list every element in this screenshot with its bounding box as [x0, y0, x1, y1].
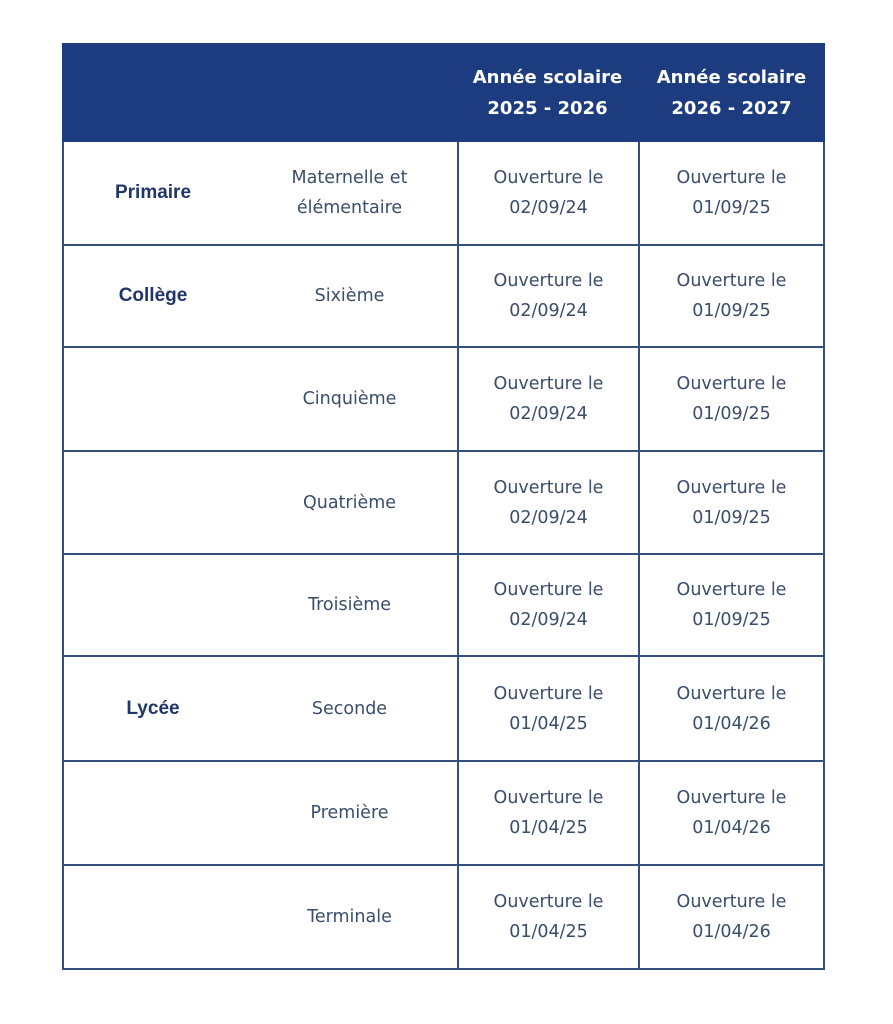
category-label: Lycée — [126, 697, 180, 719]
opening-date-2026-2027 — [638, 142, 823, 244]
level-cell — [242, 246, 457, 346]
level-cell — [242, 762, 457, 864]
opening-date-2025-2026 — [457, 762, 638, 864]
header-years: 2025 - 2026 — [487, 97, 608, 119]
level-cell — [242, 348, 457, 450]
opening-date: 02/09/24 — [509, 610, 588, 630]
table-row — [64, 346, 823, 450]
level-label: Terminale — [307, 907, 392, 927]
opening-date: 01/09/25 — [692, 301, 771, 321]
table-header — [62, 43, 825, 142]
opening-date-2025-2026 — [457, 657, 638, 760]
level-label: Maternelle et — [291, 168, 408, 188]
category-label: Primaire — [114, 182, 192, 203]
opening-label: Ouverture le — [493, 892, 604, 912]
opening-date-2026-2027 — [638, 246, 823, 346]
opening-date-2025-2026 — [457, 246, 638, 346]
level-cell — [242, 866, 457, 968]
opening-label: Ouverture le — [676, 788, 787, 808]
table-row — [64, 553, 823, 655]
opening-label: Ouverture le — [676, 168, 787, 188]
table-row — [64, 142, 823, 244]
header-year-2025-2026 — [457, 43, 638, 142]
opening-label: Ouverture le — [493, 374, 604, 394]
opening-label: Ouverture le — [676, 271, 787, 291]
level-cell — [242, 142, 457, 244]
opening-date: 01/09/25 — [692, 507, 771, 528]
level-cell — [242, 555, 457, 655]
opening-label: Ouverture le — [676, 683, 787, 704]
opening-date-2025-2026 — [457, 866, 638, 968]
opening-date-2025-2026 — [457, 142, 638, 244]
opening-date: 01/09/25 — [692, 610, 771, 630]
opening-label: Ouverture le — [493, 580, 604, 600]
level-label: Troisième — [307, 595, 392, 615]
level-label: Cinquième — [302, 389, 397, 409]
opening-date-2026-2027 — [638, 657, 823, 760]
level-label-line2: élémentaire — [296, 198, 403, 218]
opening-date: 01/04/26 — [692, 818, 771, 838]
opening-label: Ouverture le — [493, 168, 604, 188]
opening-label: Ouverture le — [676, 892, 787, 912]
opening-label: Ouverture le — [676, 477, 787, 498]
category-cell — [64, 555, 242, 655]
level-label: Quatrième — [302, 492, 397, 513]
category-cell — [64, 246, 242, 346]
opening-label: Ouverture le — [676, 580, 787, 600]
table-row — [64, 864, 823, 968]
table-row — [64, 244, 823, 346]
level-label: Sixième — [314, 286, 385, 306]
opening-date-2025-2026 — [457, 555, 638, 655]
table-row — [64, 760, 823, 864]
header-label: Année scolaire — [656, 66, 807, 88]
level-cell — [242, 452, 457, 553]
opening-date-2026-2027 — [638, 348, 823, 450]
category-cell — [64, 657, 242, 760]
category-cell — [64, 348, 242, 450]
level-label: Seconde — [311, 698, 388, 719]
opening-date-2025-2026 — [457, 348, 638, 450]
opening-label: Ouverture le — [493, 788, 604, 808]
opening-date-2026-2027 — [638, 555, 823, 655]
opening-date: 01/09/25 — [692, 198, 771, 218]
opening-date: 01/04/25 — [509, 818, 588, 838]
enrollment-schedule-table — [62, 43, 825, 970]
opening-date-2026-2027 — [638, 452, 823, 553]
opening-date-2026-2027 — [638, 866, 823, 968]
category-cell — [64, 762, 242, 864]
table-row — [64, 450, 823, 553]
category-cell — [64, 452, 242, 553]
opening-date: 01/04/26 — [692, 713, 771, 734]
header-years: 2026 - 2027 — [671, 97, 792, 119]
opening-label: Ouverture le — [493, 683, 604, 704]
level-label: Première — [310, 803, 389, 823]
opening-label: Ouverture le — [493, 271, 604, 291]
table-row — [64, 655, 823, 760]
opening-label: Ouverture le — [493, 477, 604, 498]
category-label: Collège — [118, 285, 188, 306]
opening-date: 02/09/24 — [509, 507, 588, 528]
category-cell — [64, 866, 242, 968]
opening-date: 01/04/26 — [692, 922, 771, 942]
opening-date-2026-2027 — [638, 762, 823, 864]
opening-date: 01/04/25 — [509, 922, 588, 942]
level-cell — [242, 657, 457, 760]
table-body — [62, 142, 825, 970]
opening-date: 01/04/25 — [509, 713, 588, 734]
opening-date-2025-2026 — [457, 452, 638, 553]
header-label: Année scolaire — [472, 66, 623, 88]
opening-date: 02/09/24 — [509, 301, 588, 321]
opening-label: Ouverture le — [676, 374, 787, 394]
category-cell — [64, 142, 242, 244]
header-year-2026-2027 — [638, 43, 825, 142]
opening-date: 02/09/24 — [509, 404, 588, 424]
opening-date: 01/09/25 — [692, 404, 771, 424]
opening-date: 02/09/24 — [509, 198, 588, 218]
